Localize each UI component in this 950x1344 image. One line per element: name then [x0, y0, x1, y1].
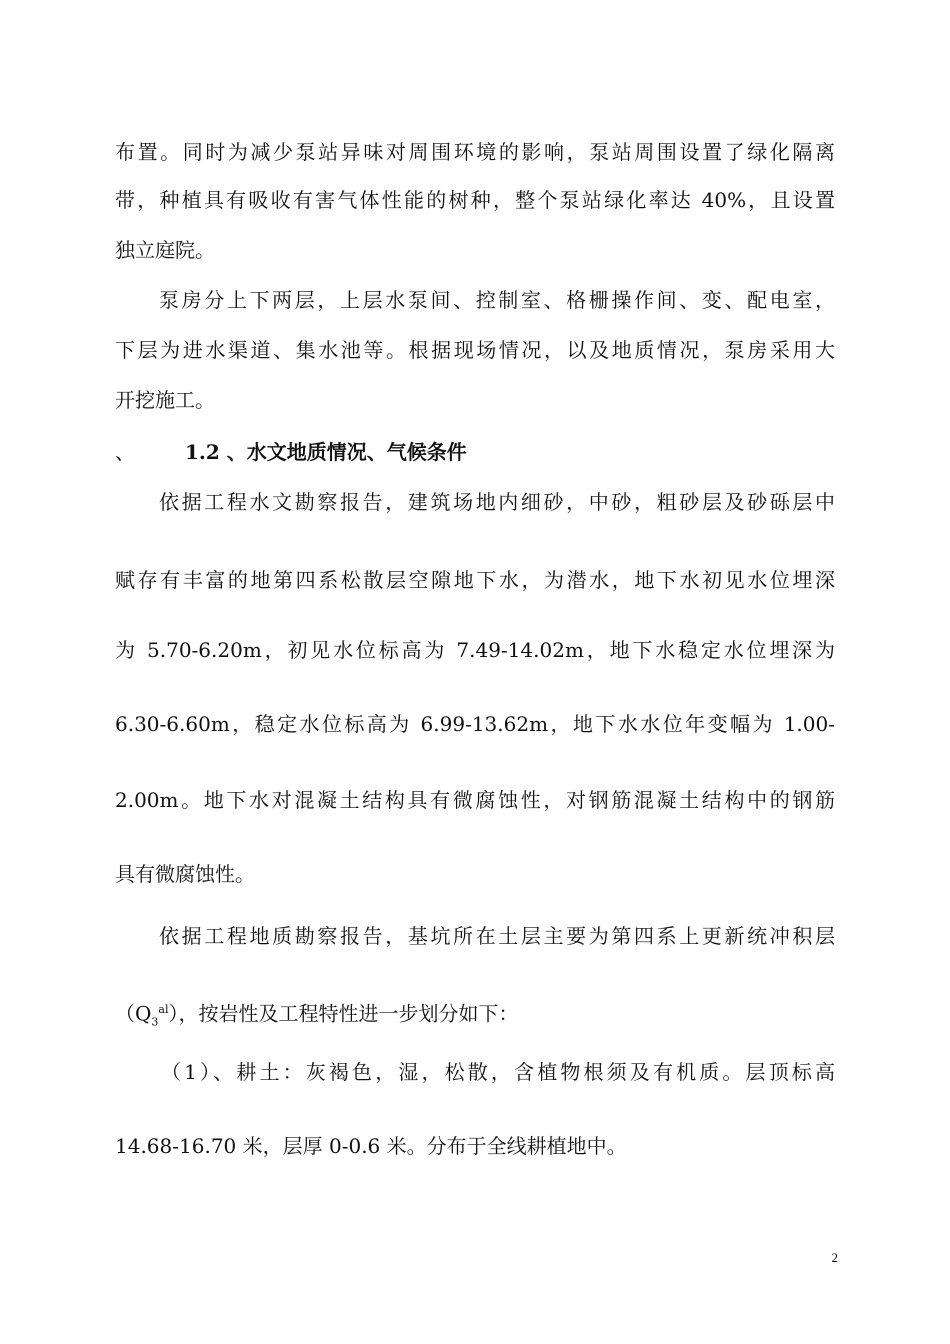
paragraph-5-line-1: （1）、耕土：灰褐色，湿，松散，含植物根须及有机质。层顶标高	[161, 1060, 835, 1084]
paragraph-2-line-1: 泵房分上下两层，上层水泵间、控制室、格栅操作间、变、配电室，	[159, 288, 835, 312]
formula-superscript: al	[158, 1003, 169, 1016]
paragraph-3-line-2: 赋存有丰富的地第四系松散层空隙地下水，为潜水，地下水初见水位埋深	[115, 568, 835, 592]
paragraph-5-line-2: 14.68-16.70 米，层厚 0-0.6 米。分布于全线耕植地中。	[115, 1134, 627, 1158]
paragraph-2-line-3: 开挖施工。	[115, 388, 215, 412]
paragraph-4-line-2	[115, 996, 835, 1037]
paragraph-3-line-3: 为 5.70-6.20m，初见水位标高为 7.49-14.02m，地下水稳定水位埋深为	[115, 638, 835, 662]
heading-text: 1.2 、水文地质情况、气候条件	[185, 440, 467, 464]
paragraph-4-line-1: 依据工程地质勘察报告，基坑所在土层主要为第四系上更新统冲积层	[159, 924, 835, 948]
page-number: 2	[831, 1250, 838, 1265]
formula-open: （Q	[115, 1001, 152, 1026]
paragraph-1-line-2: 带，种植具有吸收有害气体性能的树种，整个泵站绿化率达 40%，且设置	[115, 188, 835, 212]
paragraph-3-line-5: 2.00m。地下水对混凝土结构具有微腐蚀性，对钢筋混凝土结构中的钢筋	[115, 788, 835, 812]
formula-subscript: 3	[151, 1015, 159, 1029]
paragraph-3-line-4: 6.30-6.60m，稳定水位标高为 6.99-13.62m，地下水水位年变幅为 1.00-	[115, 712, 835, 736]
paragraph-1-line-1: 布置。同时为减少泵站异味对周围环境的影响，泵站周围设置了绿化隔离	[115, 140, 835, 164]
paragraph-3-line-1: 依据工程水文勘察报告，建筑场地内细砂，中砂，粗砂层及砂砾层中	[159, 490, 835, 514]
heading-mark: 、	[115, 440, 135, 464]
paragraph-1-line-3: 独立庭院。	[115, 238, 215, 262]
formula-close: ），按岩性及工程特性进一步划分如下：	[168, 1001, 519, 1026]
paragraph-3-line-6: 具有微腐蚀性。	[115, 862, 255, 886]
section-heading	[115, 438, 467, 466]
paragraph-2-line-2: 下层为进水渠道、集水池等。根据现场情况，以及地质情况，泵房采用大	[115, 338, 835, 362]
